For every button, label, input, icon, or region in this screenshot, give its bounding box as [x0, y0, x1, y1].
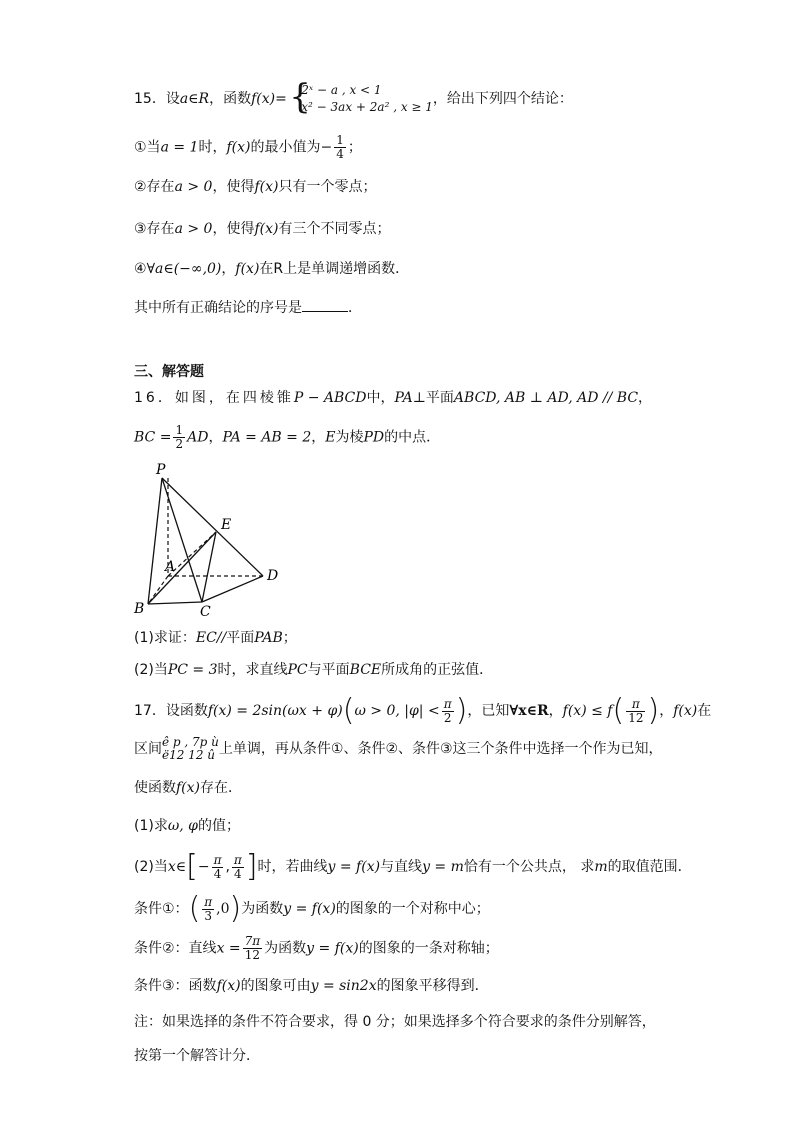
- fraction: [334, 134, 346, 161]
- label-A: A: [165, 559, 176, 575]
- text: 使函数: [134, 780, 176, 796]
- math: a > 0: [174, 179, 213, 195]
- math: x∈: [167, 859, 187, 875]
- q16-stem-line1: [134, 388, 652, 408]
- paren-left: (: [612, 693, 625, 728]
- q15-conclusion-1: [134, 134, 362, 161]
- math: PA⊥: [394, 390, 426, 406]
- math: f(x): [254, 179, 279, 195]
- math: BC =: [134, 429, 172, 446]
- q16-part1: [134, 628, 297, 648]
- paren-left: (: [342, 693, 355, 728]
- q17-condition-3: [134, 976, 489, 996]
- math: x =: [216, 940, 241, 957]
- fraction: [442, 698, 454, 725]
- denominator: 4: [213, 866, 222, 881]
- text: 与平面: [307, 662, 350, 678]
- text: 有三个不同零点；: [278, 221, 391, 237]
- text: 与直线: [380, 859, 423, 875]
- math: f(x): [226, 139, 251, 156]
- label-E: E: [221, 517, 232, 533]
- text: 的值；: [197, 818, 240, 834]
- math: −: [197, 859, 210, 875]
- numerator: π: [204, 894, 213, 909]
- garbled-interval: [162, 736, 219, 762]
- math: f(x): [673, 703, 698, 719]
- text: 只有一个零点；: [278, 179, 377, 195]
- q15-stem: [134, 82, 573, 116]
- text: 在R上是单调递增函数．: [259, 261, 410, 277]
- text: ①当: [134, 139, 161, 156]
- text: 条件③：函数: [134, 978, 217, 994]
- text: ，: [311, 429, 326, 446]
- paren-left: (: [188, 891, 201, 926]
- math: y = f(x): [327, 859, 381, 875]
- bracket-left: [: [186, 849, 198, 884]
- fraction: [212, 854, 224, 881]
- label-P: P: [156, 462, 166, 478]
- denominator: 4: [234, 866, 242, 881]
- math: f(x) ≤ f: [562, 703, 613, 719]
- q17-part1: [134, 816, 240, 836]
- text: 时，求直线: [217, 662, 288, 678]
- math: ABCD, AB ⊥ AD, AD // BC: [453, 390, 639, 406]
- math: ω, φ: [167, 818, 198, 834]
- text: 存在．: [200, 780, 243, 796]
- text: ；: [282, 630, 297, 646]
- paren-right: ): [647, 693, 660, 728]
- bracket-right: ]: [245, 849, 258, 884]
- text: (1)求: [134, 818, 168, 834]
- text: 的图象可由: [240, 978, 311, 994]
- text: (2)当: [134, 662, 168, 678]
- numerator: 7π: [244, 934, 261, 948]
- label-C: C: [200, 604, 211, 618]
- edge-BE: [148, 532, 216, 604]
- math: m: [594, 859, 608, 875]
- text: ，使得: [212, 179, 255, 195]
- garbled-bottom: ë12 12 û: [162, 748, 215, 762]
- edge-CD: [202, 576, 263, 602]
- math: ∀a∈(−∞,0): [146, 261, 222, 277]
- text: 为棱: [335, 429, 364, 446]
- text: ，: [638, 390, 653, 406]
- math: AD: [187, 429, 209, 446]
- math: y = f(x): [306, 940, 359, 957]
- numerator: π: [213, 852, 222, 867]
- section-heading: 三、解答题: [134, 364, 204, 380]
- math: a∈R: [179, 91, 210, 107]
- text: 为函数: [241, 901, 284, 917]
- math: a > 0: [174, 221, 213, 237]
- math: f(x): [235, 261, 260, 277]
- q15-question: [134, 298, 362, 318]
- edge-BC: [148, 602, 202, 604]
- text: ，给出下列四个结论：: [432, 91, 573, 107]
- text: 的图象平移得到．: [376, 978, 489, 994]
- math: f(x): [254, 221, 279, 237]
- text: 条件②：直线: [134, 940, 217, 957]
- math: BCE: [349, 662, 382, 678]
- text: 恰有一个公共点， 求: [463, 859, 595, 875]
- text: 的图象的一条对称轴；: [358, 940, 499, 957]
- denominator: 4: [336, 147, 344, 161]
- text: 的图象的一个对称中心；: [335, 901, 490, 917]
- math: ω > 0, |φ| <: [354, 703, 440, 719]
- math: y = m: [422, 859, 464, 875]
- text: ③存在: [134, 221, 175, 237]
- denominator: 2: [175, 437, 184, 451]
- pyramid-figure: [128, 458, 288, 618]
- q17-stem-line3: [134, 778, 242, 798]
- q15-number: 15．设: [134, 91, 180, 107]
- piece-case-1: { 2ˣ − a , x < 1: [301, 83, 382, 97]
- math: PAB: [254, 630, 283, 646]
- text: 在: [697, 703, 712, 719]
- text: ，: [548, 703, 563, 719]
- math: PD: [363, 429, 385, 446]
- math: f(x)=: [251, 91, 287, 107]
- q17-part2: (2)当x∈[− $\frac{\pi}{4}$ , $\frac{\pi}{4}$ ]时，若曲线y = f(x)与直线y = m恰有一个公共点， 求m的取值范围．: [134, 849, 692, 884]
- text: (2)当: [134, 859, 168, 875]
- text: 区间: [134, 741, 162, 757]
- math: P − ABCD: [293, 390, 367, 406]
- answer-blank[interactable]: [302, 298, 348, 312]
- math: ∀x∈R: [509, 703, 549, 719]
- text: 16．如图，在四棱锥: [134, 390, 294, 406]
- fraction: [243, 935, 263, 962]
- q17-condition-2: [134, 935, 499, 962]
- fraction: [626, 698, 645, 725]
- denominator: 3: [204, 908, 213, 923]
- numerator: 1: [336, 133, 344, 147]
- text: 上单调，再从条件①、条件②、条件③这三个条件中选择一个作为已知，: [218, 741, 663, 757]
- text: 17．设函数: [134, 703, 208, 719]
- text: ，: [208, 429, 223, 446]
- text: (1)求证：: [134, 630, 196, 646]
- text: 的取值范围．: [607, 859, 692, 875]
- math: ,0: [216, 901, 230, 917]
- math: f(x) = 2sin(ωx + φ): [207, 703, 343, 719]
- text: 其中所有正确结论的序号是: [134, 300, 302, 316]
- numerator: π: [626, 698, 645, 712]
- text: 平面: [226, 630, 255, 646]
- text: ，: [221, 261, 236, 277]
- q17-stem-line1: [134, 693, 712, 728]
- numerator: 1: [175, 423, 184, 437]
- math: PC = 3: [167, 662, 218, 678]
- math: y = f(x): [283, 901, 336, 917]
- text: 的中点．: [384, 429, 441, 446]
- fraction: [202, 896, 214, 923]
- piecewise-function: [291, 82, 433, 116]
- label-D: D: [267, 568, 279, 584]
- q16-stem-line2: [134, 424, 440, 451]
- text: ，使得: [212, 221, 255, 237]
- numerator: π: [233, 852, 242, 867]
- denominator: 12: [628, 710, 644, 725]
- math: E: [325, 429, 336, 446]
- math: a = 1: [160, 139, 199, 156]
- denominator: 12: [244, 948, 261, 962]
- text: 条件①：: [134, 901, 189, 917]
- q17-stem-line2: [134, 736, 663, 762]
- q17-note-line2: 按第一个解答计分．: [134, 1048, 260, 1064]
- text: ④: [134, 261, 147, 277]
- q15-conclusion-4: [134, 259, 409, 279]
- q15-conclusion-2: [134, 177, 376, 197]
- text: 为函数: [264, 940, 307, 957]
- fraction: [232, 854, 244, 881]
- text: 时，若曲线: [257, 859, 328, 875]
- edge-PB: [148, 478, 162, 604]
- text: 所成角的正弦值．: [381, 662, 494, 678]
- math: f(x): [176, 780, 201, 796]
- paren-right: ): [229, 891, 242, 926]
- math: f(x): [216, 978, 241, 994]
- text: ，已知: [467, 703, 510, 719]
- text: ，函数: [209, 91, 252, 107]
- text: 时，: [198, 139, 227, 156]
- math: y = sin2x: [310, 978, 377, 994]
- text: ．: [348, 300, 362, 316]
- math: PA = AB = 2: [222, 429, 312, 446]
- q16-part2: [134, 660, 493, 680]
- label-B: B: [134, 601, 145, 617]
- text: ；: [347, 139, 362, 156]
- numerator: π: [443, 696, 452, 711]
- fraction: [173, 424, 185, 451]
- q17-note-line1: 注：如果选择的条件不符合要求，得 0 分；如果选择多个符合要求的条件分别解答，: [134, 1014, 656, 1030]
- text: 中，: [366, 390, 395, 406]
- denominator: 2: [443, 710, 452, 725]
- text: ②存在: [134, 179, 175, 195]
- math: PC: [287, 662, 308, 678]
- text: 的最小值为: [250, 139, 321, 156]
- q15-conclusion-3: [134, 219, 390, 239]
- math: EC//: [195, 630, 227, 646]
- paren-right: ): [455, 693, 468, 728]
- text: 平面: [425, 390, 454, 406]
- q17-condition-1: [134, 891, 490, 926]
- piece-case-2: x² − 3ax + 2a² , x ≥ 1: [301, 100, 433, 114]
- garbled-top: ê p , 7p ù: [162, 735, 219, 749]
- text: ，: [659, 703, 674, 719]
- math: −: [320, 139, 333, 156]
